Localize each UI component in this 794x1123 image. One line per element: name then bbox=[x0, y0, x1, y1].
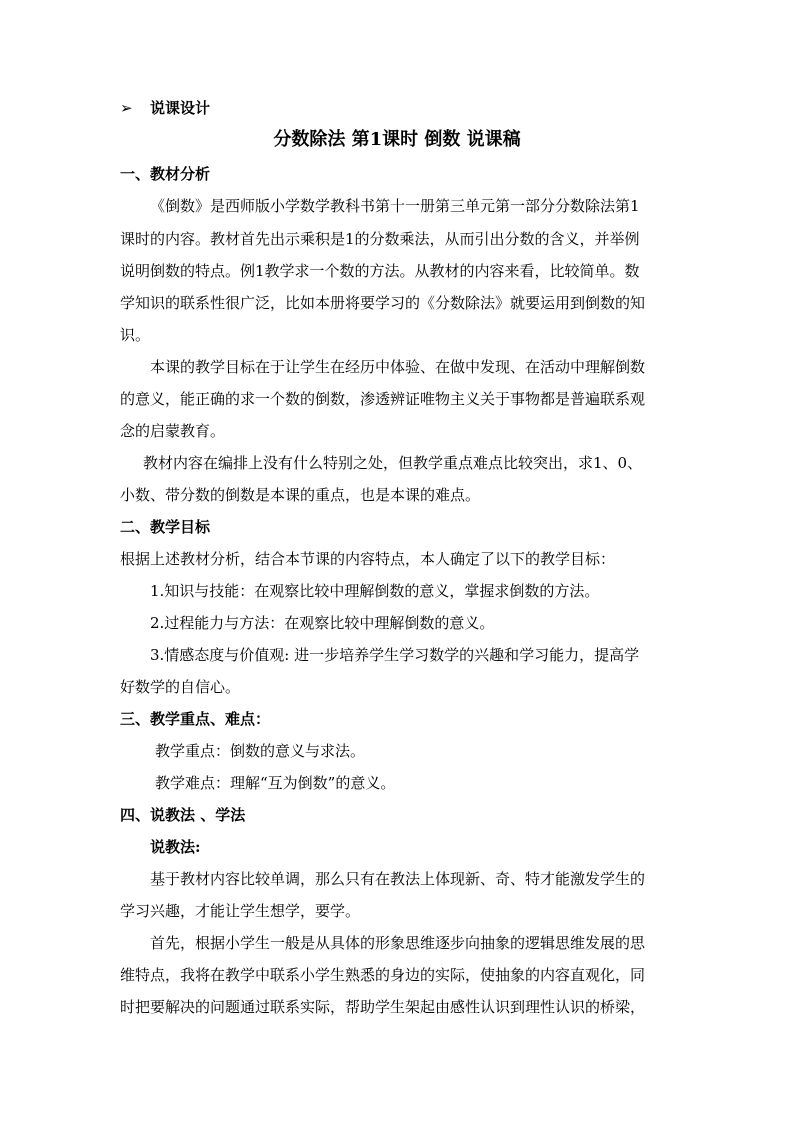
section-heading-1: 一、教材分析 bbox=[120, 165, 211, 183]
paragraph-line: 课时的内容。教材首先出示乘积是1的分数乘法，从而引出分数的含义，并举例 bbox=[120, 230, 640, 248]
paragraph-line: 《倒数》是西师版小学数学教科书第十一册第三单元第一部分分数除法第1 bbox=[150, 197, 640, 215]
paragraph-line: 时把要解决的问题通过联系实际，帮助学生架起由感性认识到理性认识的桥梁， bbox=[120, 998, 646, 1016]
section-heading-4: 四、说教法 、学法 bbox=[120, 806, 246, 824]
paragraph-line: 学习兴趣，才能让学生想学，要学。 bbox=[120, 902, 361, 920]
paragraph-line: 好数学的自信心。 bbox=[120, 678, 241, 696]
paragraph-line: 维特点，我将在教学中联系小学生熟悉的身边的实际，使抽象的内容直观化，同 bbox=[120, 966, 646, 984]
paragraph-line: 的意义，能正确的求一个数的倒数，渗透辨证唯物主义关于事物都是普遍联系观 bbox=[120, 390, 646, 408]
subheading: 说教法: bbox=[150, 838, 201, 856]
paragraph-line: 本课的教学目标在于让学生在经历中体验、在做中发现、在活动中理解倒数 bbox=[150, 358, 646, 376]
paragraph-line: 教学难点：理解“互为倒数”的意义。 bbox=[155, 774, 396, 792]
list-item: 2.过程能力与方法：在观察比较中理解倒数的意义。 bbox=[150, 614, 495, 632]
paragraph-line: 教学重点：倒数的意义与求法。 bbox=[155, 742, 366, 760]
paragraph-line: 学知识的联系性很广泛，比如本册将要学习的《分数除法》就要运用到倒数的知 bbox=[120, 294, 646, 312]
paragraph-line: 基于教材内容比较单调，那么只有在教法上体现新、奇、特才能激发学生的 bbox=[150, 870, 646, 888]
paragraph-line: 小数、带分数的倒数是本课的重点，也是本课的难点。 bbox=[120, 486, 481, 504]
paragraph-line: 首先，根据小学生一般是从具体的形象思维逐步向抽象的逻辑思维发展的思 bbox=[150, 934, 646, 952]
paragraph-line: 念的启蒙教育。 bbox=[120, 422, 226, 440]
document-title: 分数除法 第1课时 倒数 说课稿 bbox=[273, 129, 521, 150]
section-heading-2: 二、教学目标 bbox=[120, 518, 211, 536]
paragraph-line: 教材内容在编排上没有什么特别之处，但教学重点难点比较突出，求1、0、 bbox=[143, 454, 643, 472]
list-item: 1.知识与技能：在观察比较中理解倒数的意义，掌握求倒数的方法。 bbox=[150, 582, 600, 600]
section-heading-3: 三、教学重点、难点： bbox=[120, 710, 271, 728]
paragraph-line: 识。 bbox=[120, 326, 151, 344]
section-label: 说课设计 bbox=[150, 99, 211, 117]
arrow-bullet-icon: ➢ bbox=[120, 99, 133, 117]
list-item: 3.情感态度与价值观: 进一步培养学生学习数学的兴趣和学习能力，提高学 bbox=[150, 646, 640, 664]
paragraph-line: 根据上述教材分析，结合本节课的内容特点，本人确定了以下的教学目标： bbox=[120, 550, 616, 568]
paragraph-line: 说明倒数的特点。例1教学求一个数的方法。从教材的内容来看，比较简单。数 bbox=[120, 262, 640, 280]
